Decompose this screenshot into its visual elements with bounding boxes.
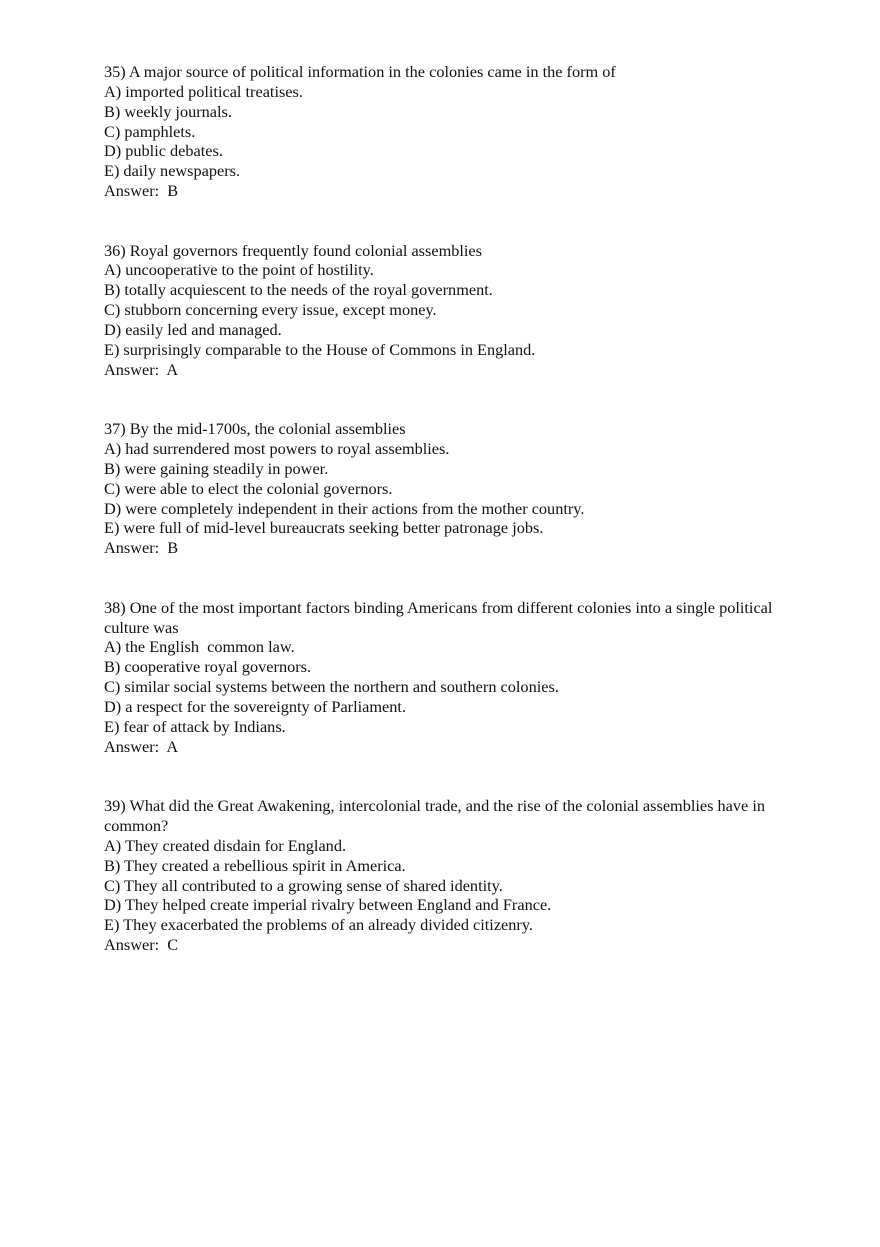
answer-key: Answer: B: [104, 181, 179, 201]
answer-option: C) were able to elect the colonial governors.: [104, 478, 393, 498]
question-block: [104, 796, 804, 955]
question-stem: 36) Royal governors frequently found colonial assemblies: [104, 240, 482, 260]
answer-option: D) a respect for the sovereignty of Parliament.: [104, 697, 406, 716]
question-stem: 39) What did the Great Awakening, intercolonial trade, and the rise of the colonial assemblies have in common?: [104, 796, 770, 836]
answer-option: D) easily led and managed.: [104, 319, 282, 339]
question-stem: 38) One of the most important factors binding Americans from different colonies into a single political culture was: [104, 597, 777, 637]
answer-option: A) the English common law.: [104, 637, 295, 657]
answer-option: B) They created a rebellious spirit in America.: [104, 855, 406, 875]
answer-option: E) fear of attack by Indians.: [104, 716, 286, 736]
answer-option: A) They created disdain for England.: [104, 835, 347, 855]
answer-option: E) daily newspapers.: [104, 161, 241, 181]
question-block: [104, 419, 804, 558]
answer-option: D) public debates.: [104, 141, 223, 161]
answer-option: C) stubborn concerning every issue, except money.: [104, 300, 437, 320]
answer-option: A) imported political treatises.: [104, 81, 303, 101]
question-block: [104, 598, 804, 757]
answer-option: D) They helped create imperial rivalry between England and France.: [104, 895, 552, 915]
answer-option: B) totally acquiescent to the needs of the royal government.: [104, 280, 493, 300]
answer-option: C) pamphlets.: [104, 121, 196, 141]
answer-option: E) They exacerbated the problems of an already divided citizenry.: [104, 915, 534, 935]
document-page: [104, 62, 804, 995]
question-stem: 35) A major source of political information in the colonies came in the form of: [104, 62, 616, 81]
question-block: [104, 241, 804, 380]
answer-option: A) uncooperative to the point of hostility.: [104, 260, 374, 280]
answer-key: Answer: C: [104, 935, 179, 955]
answer-option: C) They all contributed to a growing sense of shared identity.: [104, 875, 503, 895]
answer-option: B) cooperative royal governors.: [104, 657, 312, 677]
answer-option: D) were completely independent in their actions from the mother country.: [104, 498, 585, 518]
answer-option: A) had surrendered most powers to royal assemblies.: [104, 439, 450, 459]
question-block: [104, 62, 804, 201]
answer-option: B) weekly journals.: [104, 101, 232, 121]
answer-key: Answer: A: [104, 359, 179, 379]
answer-option: E) were full of mid-level bureaucrats seeking better patronage jobs.: [104, 518, 544, 538]
answer-key: Answer: A: [104, 736, 179, 756]
answer-option: C) similar social systems between the northern and southern colonies.: [104, 677, 559, 697]
answer-key: Answer: B: [104, 538, 179, 558]
answer-option: E) surprisingly comparable to the House of Commons in England.: [104, 339, 536, 359]
question-stem: 37) By the mid-1700s, the colonial assemblies: [104, 419, 406, 439]
answer-option: B) were gaining steadily in power.: [104, 458, 329, 478]
